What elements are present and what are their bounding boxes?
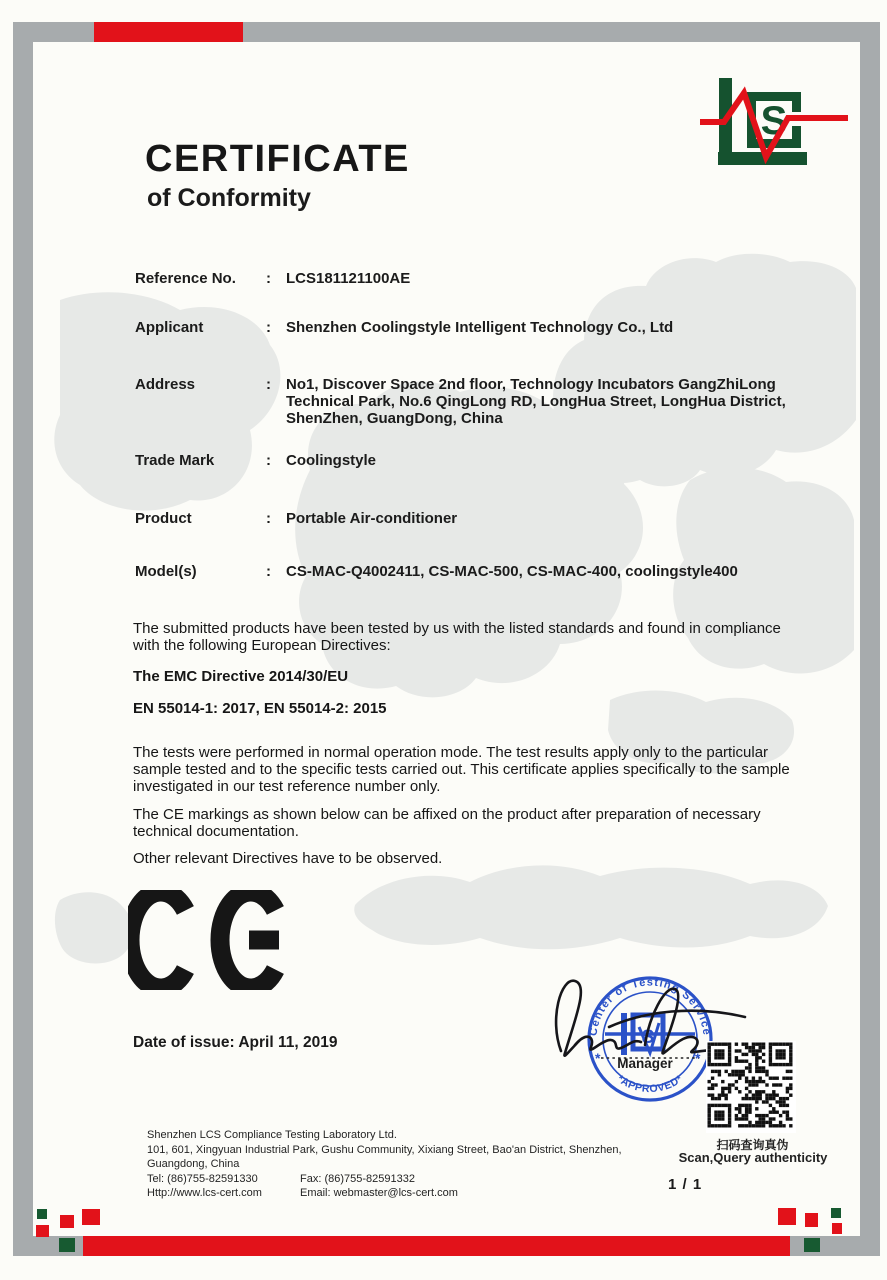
field-row-address (135, 376, 825, 427)
stamp-arc-top-text: Center of Testing Service (587, 976, 713, 1037)
deco-square (805, 1213, 818, 1227)
field-colon: : (266, 319, 271, 336)
field-colon: : (266, 452, 271, 469)
certificate-subtitle: of Conformity (147, 184, 311, 212)
field-value: Coolingstyle (286, 452, 377, 469)
field-colon: : (266, 376, 271, 393)
statement-ce-note: The CE markings as shown below can be affixed on the product after preparation of necessary technical documentation. (133, 806, 761, 840)
footer-company: Shenzhen LCS Compliance Testing Laboratory Ltd. (147, 1129, 397, 1141)
field-row-product (135, 510, 825, 527)
border-red-bar-bottom (83, 1236, 790, 1256)
footer-address-line2: Guangdong, China (147, 1158, 240, 1170)
deco-square (37, 1209, 47, 1219)
statement-test-note: The tests were performed in normal operation mode. The test results apply only to the particular sample tested and to the specific tests carried out. This certificate applies specifically to the sample investigated in our test reference number only. (133, 744, 790, 795)
field-label: Applicant (135, 319, 204, 336)
footer-web: Http://www.lcs-cert.com (147, 1187, 262, 1199)
stamp-logo-letter: S (641, 1027, 655, 1048)
border-red-segment-top (94, 22, 243, 42)
ce-mark (128, 890, 298, 995)
footer-fax: Fax: (86)755-82591332 (300, 1172, 415, 1185)
page-number: 1 / 1 (668, 1176, 703, 1193)
qr-caption-zh: 扫码查询真伪 (716, 1138, 789, 1152)
statement-directive: The EMC Directive 2014/30/EU (133, 668, 349, 685)
date-of-issue: Date of issue: April 11, 2019 (133, 1034, 338, 1051)
field-label: Trade Mark (135, 452, 215, 469)
deco-square (82, 1209, 100, 1225)
footer-lab-info (147, 1128, 667, 1201)
deco-square (59, 1238, 75, 1252)
field-row-trademark (135, 452, 825, 469)
field-value: LCS181121100AE (286, 270, 411, 287)
certificate-title: CERTIFICATE (145, 138, 410, 180)
field-row-applicant (135, 319, 825, 336)
statement-standards: EN 55014-1: 2017, EN 55014-2: 2015 (133, 700, 387, 717)
stamp-arc-bottom-text: *APPROVED* (614, 1072, 686, 1096)
qr-code (706, 1041, 796, 1133)
deco-square (36, 1225, 49, 1237)
deco-square (804, 1238, 820, 1252)
logo-letter: S (760, 99, 788, 143)
deco-square (778, 1208, 796, 1225)
ce-mark-icon (128, 890, 298, 990)
field-colon: : (266, 270, 271, 287)
field-label: Address (135, 376, 196, 393)
footer-email: Email: webmaster@lcs-cert.com (300, 1187, 458, 1199)
footer-address-line1: 101, 601, Xingyuan Industrial Park, Gushu Community, Xixiang Street, Bao'an District, Shenzhen, (147, 1143, 622, 1156)
field-colon: : (266, 563, 271, 580)
statement-other-note: Other relevant Directives have to be observed. (133, 850, 443, 867)
field-label: Product (135, 510, 192, 527)
svg-text:*: * (695, 1050, 701, 1066)
field-row-models (135, 563, 825, 580)
address-line: Technical Park, No.6 QingLong RD, LongHua Street, LongHua District, (286, 393, 786, 410)
address-line: No1, Discover Space 2nd floor, Technology Incubators GangZhiLong (286, 376, 776, 393)
field-row-reference (135, 270, 825, 287)
svg-text:*APPROVED* (615, 1073, 686, 1095)
field-colon: : (266, 510, 271, 527)
address-line: ShenZhen, GuangDong, China (286, 410, 503, 427)
field-label: Reference No. (135, 270, 236, 287)
field-value: CS-MAC-Q4002411, CS-MAC-500, CS-MAC-400, coolingstyle400 (286, 563, 738, 580)
qr-caption-en: Scan,Query authenticity (678, 1150, 828, 1165)
field-value: Shenzhen Coolingstyle Intelligent Technology Co., Ltd (286, 319, 674, 336)
stamp-role-text: Manager (617, 1056, 673, 1071)
deco-square (832, 1223, 842, 1234)
statement-compliance-intro: The submitted products have been tested by us with the listed standards and found in compliance with the following European Directives: (133, 620, 781, 654)
field-value (286, 376, 825, 427)
footer-tel: Tel: (86)755-82591330 (147, 1172, 258, 1185)
field-value: Portable Air-conditioner (286, 510, 458, 527)
svg-text:*: * (595, 1050, 601, 1066)
deco-square (60, 1215, 74, 1228)
field-label: Model(s) (135, 563, 197, 580)
deco-square (831, 1208, 841, 1218)
lcs-logo-icon (698, 70, 848, 170)
